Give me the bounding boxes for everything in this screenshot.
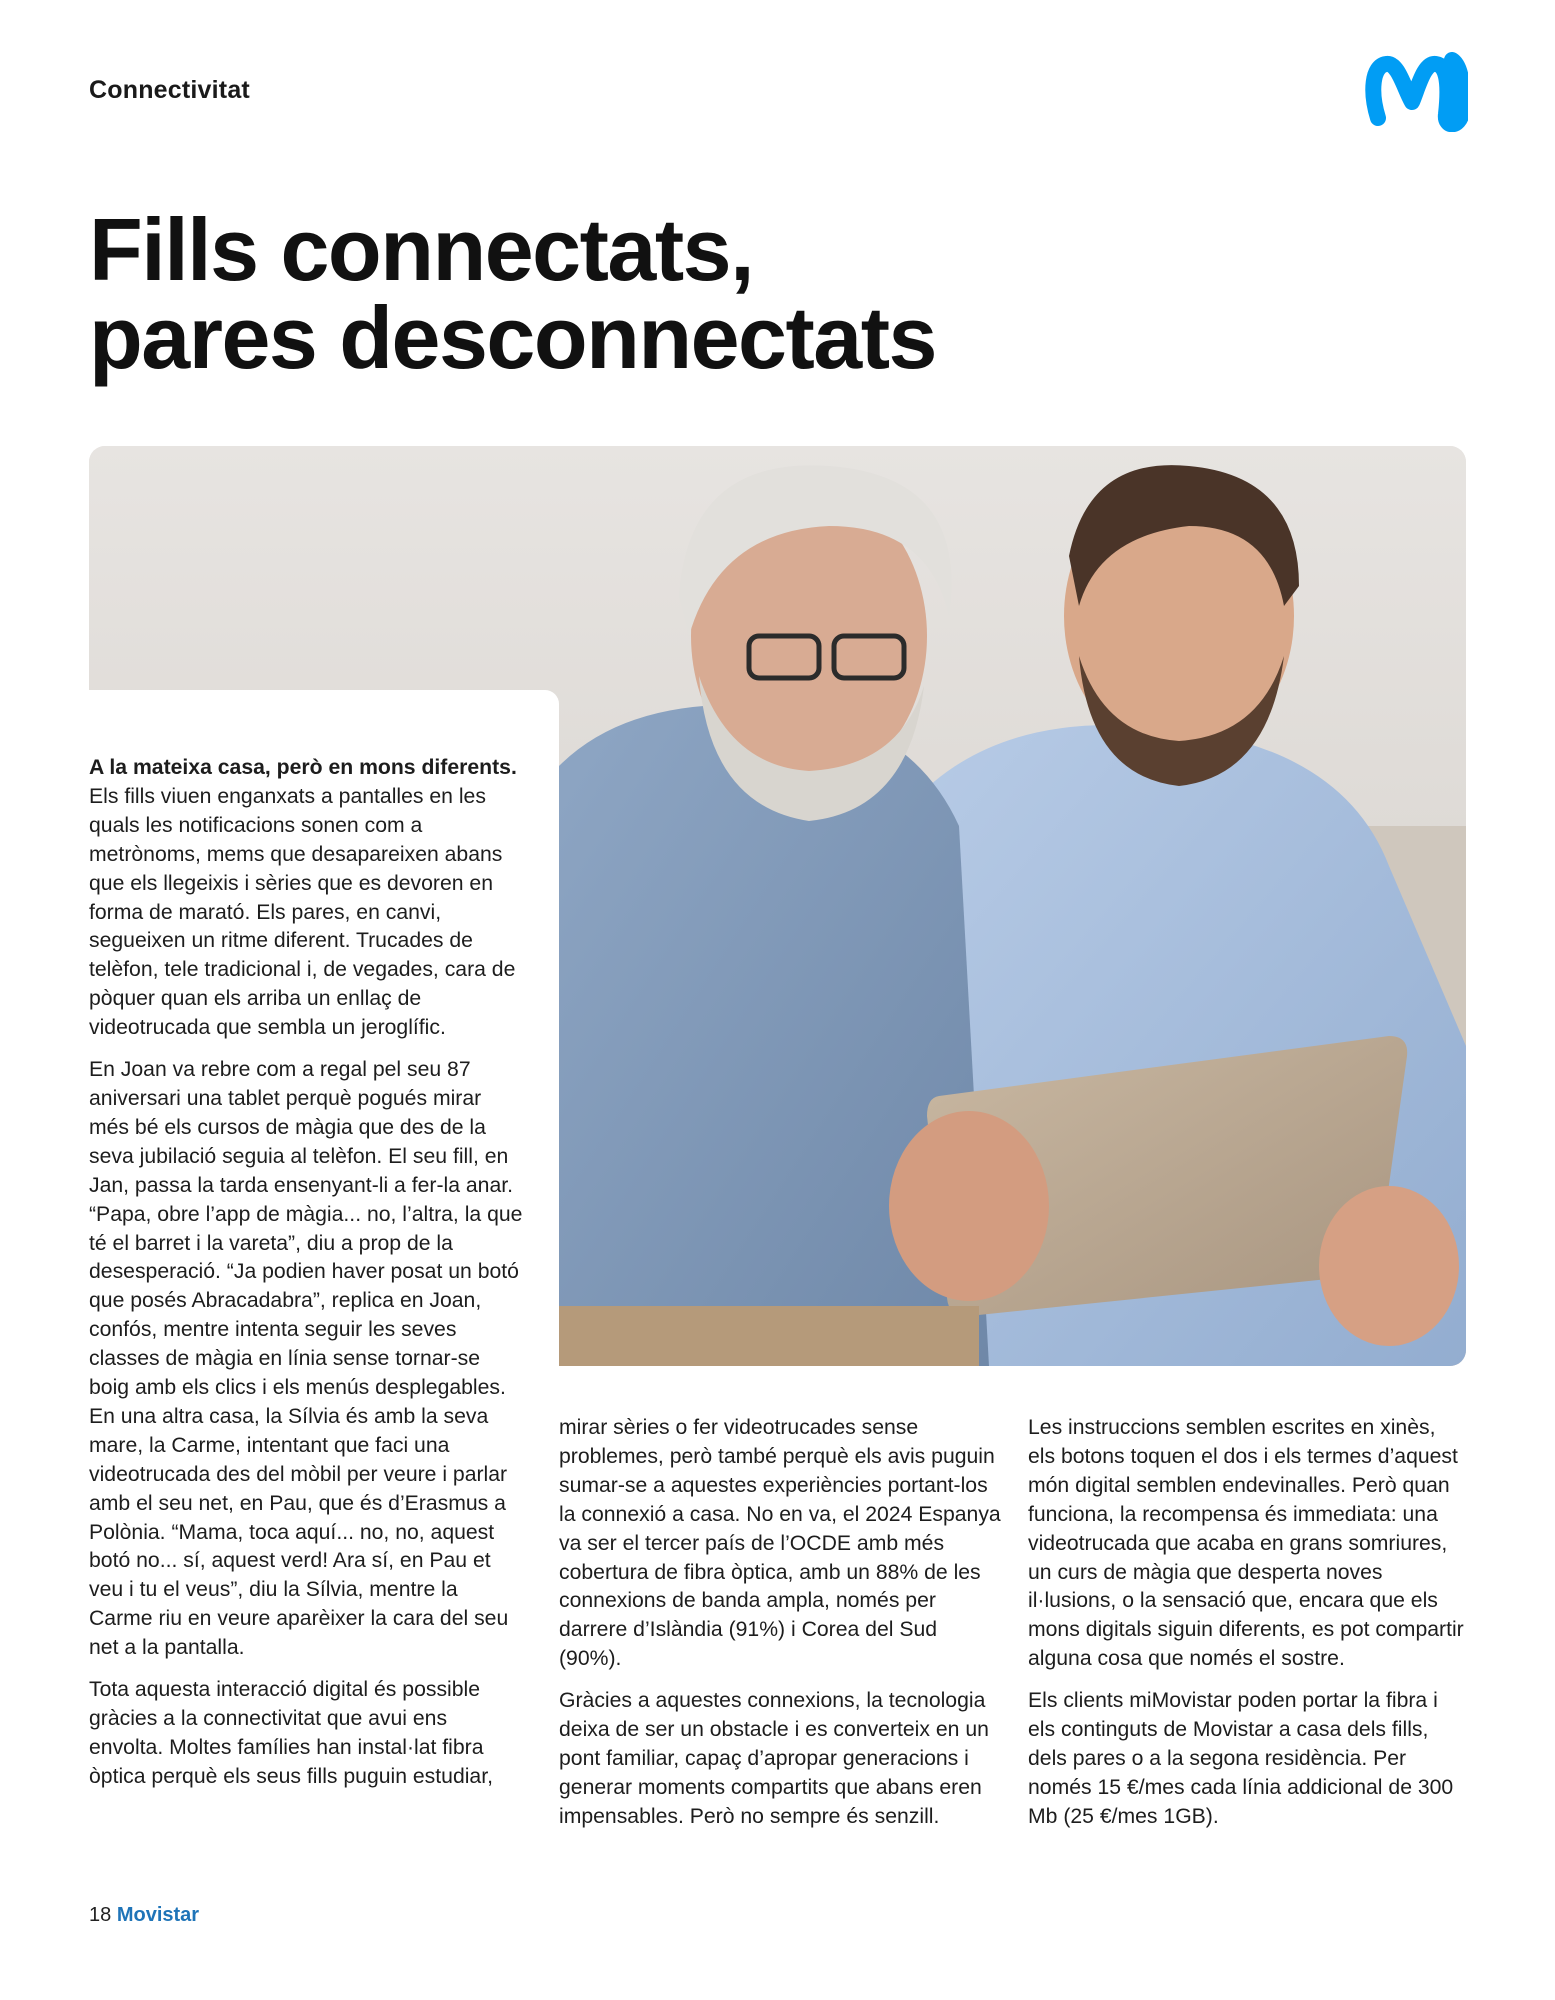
section-label: Connectivitat — [89, 76, 250, 104]
paragraph-lead: A la mateixa casa, però en mons diferents. — [89, 756, 517, 779]
article-title — [89, 200, 936, 387]
paragraph-5-offer: Els clients miMovistar poden portar la fibra i els continguts de Movistar a casa dels fills, dels pares o a la segona residència. Per només 15 €/mes cada línia addicional de 300 Mb (25 €/mes 1GB). — [1028, 1689, 1454, 1828]
paragraph-4-part-1: Gràcies a aquestes connexions, la tecnologia deixa de ser un obstacle i es converteix en un pont familiar, capaç d’apropar generacions i generar moments compartits que abans eren impensables. Però no sempre és senzill. — [559, 1689, 989, 1828]
paragraph-1 — [89, 754, 525, 1043]
title-line-2: pares desconnectats — [89, 288, 936, 387]
paragraph-3-part-1: Tota aquesta interacció digital és possible gràcies a la connectivitat que avui ens envolta. Moltes famílies han instal·lat fibra òptica perquè els seus fills puguin estudiar, — [89, 1678, 493, 1788]
page-footer — [89, 1904, 199, 1927]
movistar-m-logo-icon — [1364, 52, 1468, 132]
title-line-1: Fills connectats, — [89, 200, 754, 299]
paragraph-2: En Joan va rebre com a regal pel seu 87 aniversari una tablet perquè pogués mirar més bé els cursos de màgia que des de la seva jubilació seguia al telèfon. El seu fill, en Jan, passa la tarda ensenyant-li a fer-la anar. “Papa, obre l’app de màgia... no, l’altra, la que té el barret i la vareta”, diu a prop de la desesperació. “Ja podien haver posat un botó que posés Abracadabra”, replica en Joan, confós, mentre intenta seguir les seves classes de màgia en línia sense tornar-se boig amb els clics i els menús desplegables. En una altra casa, la Sílvia és amb la seva mare, la Carme, intentant que faci una videotrucada des del mòbil per veure i parlar amb el seu net, en Pau, que és d’Erasmus a Polònia. “Mama, toca aquí... no, no, aquest botó no... sí, aquest verd! Ara sí, en Pau et veu i tu el veus”, diu la Sílvia, mentre la Carme riu en veure aparèixer la cara del seu net a la pantalla. — [89, 1058, 523, 1660]
text-column-1 — [89, 754, 525, 1805]
text-column-2 — [559, 1414, 1003, 1845]
paragraph-1-text: Els fills viuen enganxats a pantalles en les quals les notificacions sonen com a metrònoms, mems que desapareixen abans que els llegeixis i sèries que es devoren en forma de marató. Els pares, en canvi, segueixen un ritme diferent. Trucades de telèfon, tele tradicional i, de vegades, cara de pòquer quan els arriba un enllaç de videotrucada que sembla un jeroglífic. — [89, 784, 516, 1040]
paragraph-4-part-2: Les instruccions semblen escrites en xinès, els botons toquen el dos i els termes d’aquest món digital semblen endevinalles. Però quan funciona, la recompensa és immediata: una videotrucada que acaba en grans somriures, un curs de màgia que desperta noves il·lusions, o la sensació que, encara que els mons digitals siguin diferents, es pot compartir alguna cosa que només el sostre. — [1028, 1416, 1464, 1671]
footer-brand: Movistar — [116, 1904, 200, 1926]
page-number: 18 — [89, 1904, 112, 1926]
text-column-3 — [1028, 1414, 1468, 1845]
paragraph-3-part-2: mirar sèries o fer videotrucades sense problemes, però també perquè els avis puguin sumar-se a aquestes experiències portant-los la connexió a casa. No en va, el 2024 Espanya va ser el tercer país de l’OCDE amb més cobertura de fibra òptica, amb un 88% de les connexions de banda ampla, només per darrere d’Islàndia (91%) i Corea del Sud (90%). — [559, 1416, 1001, 1671]
